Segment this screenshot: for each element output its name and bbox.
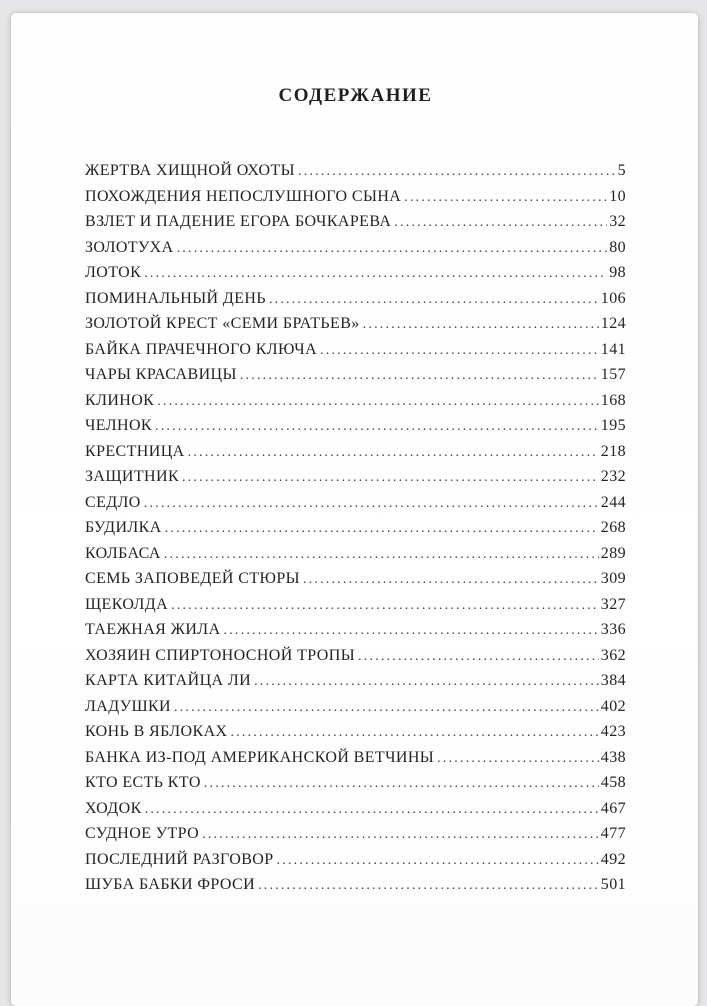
dot-leader [277,851,599,869]
toc-entry [85,519,626,545]
toc-entry-page: 362 [600,646,626,664]
toc-entry-title: СУДНОЕ УТРО [85,825,200,842]
toc-entry-title: БАНКА ИЗ-ПОД АМЕРИКАНСКОЙ ВЕТЧИНЫ [85,748,435,766]
toc-entry-title: ХОЗЯИН СПИРТОНОСНОЙ ТРОПЫ [85,646,356,664]
toc-entry-title: ЧАРЫ КРАСАВИЦЫ [85,366,237,383]
toc-entry-title: ЛОТОК [85,264,142,281]
toc-entry [85,672,626,698]
dot-leader [174,698,599,716]
dot-leader [188,443,599,461]
toc-entry [85,596,626,622]
toc-entry-page: 98 [609,264,626,281]
toc-entry-page: 327 [600,595,626,613]
toc-entry-title: ЩЕКОЛДА [85,595,169,613]
toc-entry [85,545,626,571]
toc-entry-title: СЕМЬ ЗАПОВЕДЕЙ СТЮРЫ [85,570,300,587]
toc-entry-page: 244 [600,493,626,511]
dot-leader [164,545,599,563]
toc-entry-title: ТАЕЖНАЯ ЖИЛА [85,621,221,638]
dot-leader [254,672,599,690]
toc-entry-page: 268 [600,519,626,536]
dot-leader [303,570,599,588]
toc-entry-title: БАЙКА ПРАЧЕЧНОГО КЛЮЧА [85,340,318,358]
toc-entry-page: 141 [600,340,626,358]
toc-entry-title: КАРТА КИТАЙЦА ЛИ [85,672,252,689]
dot-leader [157,392,599,410]
toc-entry-page: 106 [600,289,626,307]
dot-leader [224,621,599,639]
toc-entry [85,162,626,188]
toc-entry-page: 80 [609,238,626,256]
toc-entry-title: ПОХОЖДЕНИЯ НЕПОСЛУШНОГО СЫНА [85,187,402,205]
toc-entry-title: КОЛБАСА [85,544,161,562]
toc-entry-title: ВЗЛЕТ И ПАДЕНИЕ ЕГОРА БОЧКАРЕВА [85,213,392,230]
toc-entry-title: КРЕСТНИЦА [85,442,185,460]
toc-entry [85,494,626,520]
toc-entry-page: 195 [600,417,626,434]
toc-entry [85,468,626,494]
toc-entry [85,443,626,469]
dot-leader [177,239,608,257]
toc-entry [85,341,626,367]
dot-leader [240,366,599,384]
dot-leader [320,341,599,359]
toc-entry-page: 168 [600,391,626,409]
toc-entry [85,392,626,418]
toc-entry [85,825,626,851]
toc-entry [85,774,626,800]
page-title: СОДЕРЖАНИЕ [278,85,433,106]
toc-entry [85,213,626,239]
dot-leader [144,494,599,512]
toc-entry-page: 10 [609,187,626,205]
toc-entry-title: ЗАЩИТНИК [85,468,180,485]
toc-entry [85,315,626,341]
toc-entry-page: 438 [600,748,626,766]
toc-entry-page: 492 [600,850,626,868]
toc-entry-page: 501 [600,876,626,893]
toc-entry [85,800,626,826]
toc-entry-title: ЗОЛОТУХА [85,238,174,256]
toc-entry [85,621,626,647]
toc-entry-title: ХОДОК [85,799,142,817]
toc-entry-title: СЕДЛО [85,493,141,511]
toc-entry-title: КТО ЕСТЬ КТО [85,774,201,791]
dot-leader [204,774,599,792]
toc-entry-page: 32 [609,213,626,230]
dot-leader [165,519,599,537]
toc-entry [85,749,626,775]
toc-entry-title: ШУБА БАБКИ ФРОСИ [85,876,256,893]
dot-leader [258,876,599,894]
dot-leader [144,264,607,282]
toc-entry-page: 232 [600,468,626,485]
toc-entry-page: 423 [600,723,626,740]
dot-leader [298,162,616,180]
dot-leader [404,188,607,206]
toc-entry-page: 157 [600,366,626,383]
toc-entry [85,851,626,877]
toc-entry [85,876,626,902]
toc-entry-page: 477 [600,825,626,842]
toc-entry-title: ПОСЛЕДНИЙ РАЗГОВОР [85,850,274,868]
dot-leader [145,800,599,818]
dot-leader [171,596,599,614]
toc-list [85,162,626,902]
toc-entry-page: 336 [600,621,626,638]
toc-entry-page: 467 [600,799,626,817]
toc-entry-page: 309 [600,570,626,587]
toc-entry-title: ЗОЛОТОЙ КРЕСТ «СЕМИ БРАТЬЕВ» [85,315,360,332]
toc-entry-title: КОНЬ В ЯБЛОКАХ [85,723,228,740]
dot-leader [269,290,599,308]
dot-leader [155,417,599,435]
dot-leader [363,315,599,333]
toc-entry [85,570,626,596]
dot-leader [231,723,599,741]
dot-leader [202,825,599,843]
toc-entry [85,264,626,290]
toc-entry-page: 402 [600,697,626,715]
dot-leader [437,749,599,767]
toc-entry-title: ЖЕРТВА ХИЩНОЙ ОХОТЫ [85,162,296,179]
toc-entry-page: 124 [600,315,626,332]
book-page [11,13,698,1006]
dot-leader [182,468,599,486]
dot-leader [358,647,599,665]
toc-entry-page: 218 [600,442,626,460]
toc-entry [85,366,626,392]
toc-entry [85,723,626,749]
toc-entry-page: 384 [600,672,626,689]
toc-entry [85,698,626,724]
toc-entry [85,417,626,443]
toc-entry-title: БУДИЛКА [85,519,162,536]
toc-entry [85,239,626,265]
toc-entry-page: 5 [617,162,626,179]
toc-entry [85,290,626,316]
toc-entry-title: ЛАДУШКИ [85,697,172,715]
toc-entry-page: 458 [600,774,626,791]
toc-entry [85,647,626,673]
toc-entry-title: ЧЕЛНОК [85,417,152,434]
toc-entry-title: КЛИНОК [85,391,155,409]
toc-entry-title: ПОМИНАЛЬНЫЙ ДЕНЬ [85,289,266,307]
toc-entry [85,188,626,214]
toc-entry-page: 289 [600,544,626,562]
dot-leader [394,213,607,231]
